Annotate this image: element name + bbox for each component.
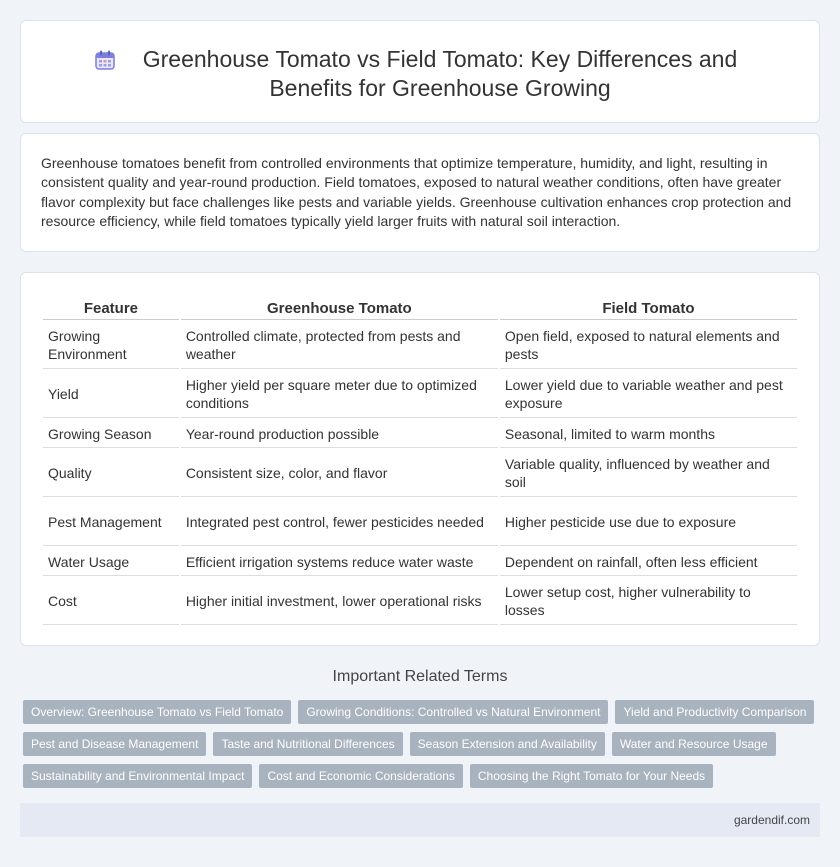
related-term-tag[interactable]: Pest and Disease Management bbox=[23, 732, 206, 756]
related-term-tag[interactable]: Overview: Greenhouse Tomato vs Field Tomato bbox=[23, 700, 291, 724]
related-term-tag[interactable]: Cost and Economic Considerations bbox=[259, 764, 462, 788]
table-row bbox=[43, 548, 797, 576]
table-row bbox=[43, 322, 797, 369]
feature-cell: Water Usage bbox=[43, 548, 179, 576]
greenhouse-cell: Integrated pest control, fewer pesticides needed bbox=[181, 499, 498, 546]
table-row bbox=[43, 420, 797, 448]
field-cell: Open field, exposed to natural elements and pests bbox=[500, 322, 797, 369]
table-row bbox=[43, 578, 797, 625]
related-term-tag[interactable]: Choosing the Right Tomato for Your Needs bbox=[470, 764, 713, 788]
footer-site-link[interactable]: gardendif.com bbox=[733, 813, 810, 827]
field-cell: Seasonal, limited to warm months bbox=[500, 420, 797, 448]
greenhouse-cell: Consistent size, color, and flavor bbox=[181, 450, 498, 497]
greenhouse-cell: Higher yield per square meter due to optimized conditions bbox=[181, 371, 498, 418]
related-term-tag[interactable]: Sustainability and Environmental Impact bbox=[23, 764, 252, 788]
comparison-table bbox=[41, 293, 799, 627]
header-field: Field Tomato bbox=[500, 295, 797, 320]
table-row bbox=[43, 499, 797, 546]
greenhouse-cell: Controlled climate, protected from pests and weather bbox=[181, 322, 498, 369]
related-term-tag[interactable]: Taste and Nutritional Differences bbox=[213, 732, 402, 756]
field-cell: Higher pesticide use due to exposure bbox=[500, 499, 797, 546]
comparison-card bbox=[20, 272, 820, 646]
related-terms-heading: Important Related Terms bbox=[332, 668, 508, 685]
feature-cell: Growing Season bbox=[43, 420, 179, 448]
table-header-row bbox=[43, 295, 797, 320]
feature-cell: Quality bbox=[43, 450, 179, 497]
page-title: Greenhouse Tomato vs Field Tomato: Key Differences and Benefits for Greenhouse Growing bbox=[142, 46, 738, 101]
title-card bbox=[20, 20, 820, 123]
field-cell: Lower yield due to variable weather and pest exposure bbox=[500, 371, 797, 418]
related-terms-list bbox=[23, 700, 823, 796]
field-cell: Dependent on rainfall, often less efficient bbox=[500, 548, 797, 576]
header-feature: Feature bbox=[43, 295, 179, 320]
greenhouse-cell: Higher initial investment, lower operational risks bbox=[181, 578, 498, 625]
table-row bbox=[43, 450, 797, 497]
intro-paragraph: Greenhouse tomatoes benefit from controlled environments that optimize temperature, humidity, and light, resulting in consistent quality and year-round production. Field tomatoes, exposed to natural weather conditions, often have greater flavor complexity but face challenges like pests and variable yields. Greenhouse cultivation enhances crop protection and resource efficiency, while field tomatoes typically yield larger fruits with natural soil interaction. bbox=[41, 155, 792, 229]
feature-cell: Pest Management bbox=[43, 499, 179, 546]
footer bbox=[20, 803, 820, 837]
intro-card bbox=[20, 133, 820, 252]
table-row bbox=[43, 371, 797, 418]
feature-cell: Cost bbox=[43, 578, 179, 625]
field-cell: Lower setup cost, higher vulnerability to losses bbox=[500, 578, 797, 625]
related-term-tag[interactable]: Growing Conditions: Controlled vs Natural Environment bbox=[298, 700, 608, 724]
greenhouse-cell: Efficient irrigation systems reduce water waste bbox=[181, 548, 498, 576]
header-greenhouse: Greenhouse Tomato bbox=[181, 295, 498, 320]
related-term-tag[interactable]: Season Extension and Availability bbox=[410, 732, 605, 756]
feature-cell: Growing Environment bbox=[43, 322, 179, 369]
field-cell: Variable quality, influenced by weather and soil bbox=[500, 450, 797, 497]
related-term-tag[interactable]: Water and Resource Usage bbox=[612, 732, 776, 756]
feature-cell: Yield bbox=[43, 371, 179, 418]
related-term-tag[interactable]: Yield and Productivity Comparison bbox=[615, 700, 814, 724]
greenhouse-cell: Year-round production possible bbox=[181, 420, 498, 448]
